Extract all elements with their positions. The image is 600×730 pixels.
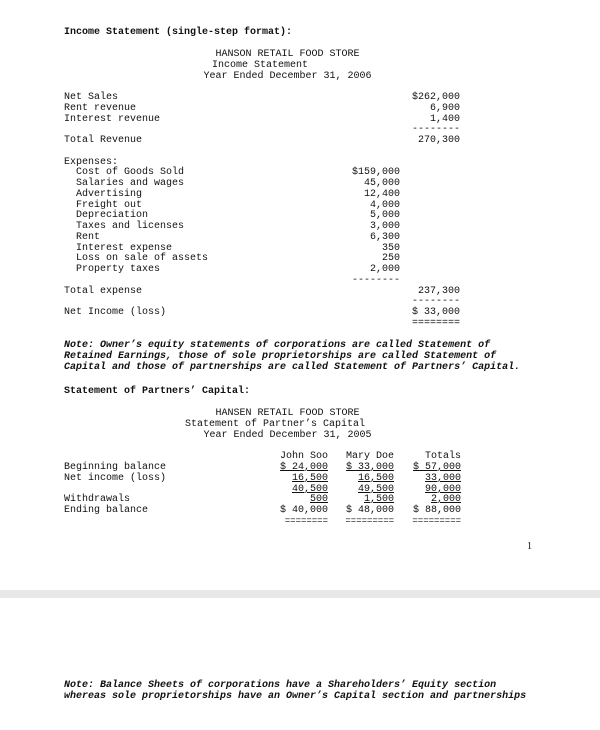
expenses-label: Expenses: <box>64 157 119 168</box>
expense-label: Taxes and licenses <box>76 221 185 232</box>
statement-period: Year Ended December 31, 2006 <box>203 71 372 82</box>
cell-value: 500 <box>309 494 328 505</box>
expense-amount: 6,300 <box>369 232 400 243</box>
section-heading: Statement of Partners’ Capital: <box>64 386 251 397</box>
page-number: 1 <box>527 541 532 552</box>
expense-amount: 45,000 <box>363 178 400 189</box>
note-line: Note: Balance Sheets of corporations have a Shareholders’ Equity section <box>64 680 497 691</box>
statement-title: Income Statement <box>211 60 308 71</box>
expense-amount: 350 <box>381 243 400 254</box>
cell-value: $ 48,000 <box>345 505 394 516</box>
cell-value: 49,500 <box>357 484 394 495</box>
cell-value: $ 33,000 <box>345 462 394 473</box>
subtotal-rule: -------- <box>411 124 460 135</box>
expense-amount: 3,000 <box>369 221 400 232</box>
revenue-label: Net Sales <box>64 92 119 103</box>
expense-label: Interest expense <box>76 243 173 254</box>
cell-value: $ 57,000 <box>412 462 461 473</box>
net-income-label: Net Income (loss) <box>64 307 167 318</box>
expense-label: Cost of Goods Sold <box>76 167 185 178</box>
expense-label: Salaries and wages <box>76 178 185 189</box>
double-rule: ========= <box>345 516 394 526</box>
company-name: HANSEN RETAIL FOOD STORE <box>215 408 360 419</box>
company-name: HANSON RETAIL FOOD STORE <box>215 49 360 60</box>
expense-label: Freight out <box>76 200 143 211</box>
total-expense-label: Total expense <box>64 286 143 297</box>
revenue-label: Interest revenue <box>64 114 161 125</box>
double-rule: ========= <box>412 516 461 526</box>
row-label: Net income (loss) <box>64 473 167 484</box>
expense-amount: 4,000 <box>369 200 400 211</box>
total-expense-amount: 237,300 <box>417 286 460 297</box>
expense-label: Depreciation <box>76 210 149 221</box>
subtotal-rule: -------- <box>411 296 460 307</box>
expense-amount: 250 <box>381 253 400 264</box>
subtotal-rule: -------- <box>351 275 400 286</box>
row-label: Beginning balance <box>64 462 167 473</box>
cell-value: 16,500 <box>357 473 394 484</box>
column-header: John Soo <box>279 451 328 462</box>
section-heading: Income Statement (single-step format): <box>64 27 293 38</box>
cell-value: 90,000 <box>424 484 461 495</box>
note-line: Retained Earnings, those of sole proprietorships are called Statement of <box>64 351 497 362</box>
expense-label: Advertising <box>76 189 143 200</box>
cell-value: $ 40,000 <box>279 505 328 516</box>
statement-title: Statement of Partner’s Capital <box>184 419 366 430</box>
column-header: Totals <box>424 451 461 462</box>
revenue-label: Rent revenue <box>64 103 137 114</box>
cell-value: $ 88,000 <box>412 505 461 516</box>
cell-value: 1,500 <box>363 494 394 505</box>
revenue-amount: $262,000 <box>411 92 460 103</box>
statement-period: Year Ended December 31, 2005 <box>203 430 372 441</box>
expense-label: Property taxes <box>76 264 161 275</box>
total-revenue-label: Total Revenue <box>64 135 143 146</box>
double-rule: ======== <box>284 516 328 526</box>
revenue-amount: 6,900 <box>429 103 460 114</box>
note-line: Note: Owner’s equity statements of corporations are called Statement of <box>64 340 491 351</box>
note-line: Capital and those of partnerships are called Statement of Partners’ Capital. <box>64 362 521 373</box>
column-header: Mary Doe <box>345 451 394 462</box>
expense-amount: 5,000 <box>369 210 400 221</box>
cell-value: 33,000 <box>424 473 461 484</box>
document-page-2 <box>0 598 600 730</box>
cell-value: 2,000 <box>430 494 461 505</box>
cell-value: $ 24,000 <box>279 462 328 473</box>
total-revenue-amount: 270,300 <box>417 135 460 146</box>
double-rule: ======== <box>411 318 460 329</box>
expense-label: Loss on sale of assets <box>76 253 209 264</box>
cell-value: 40,500 <box>291 484 328 495</box>
row-label: Ending balance <box>64 505 149 516</box>
expense-amount: $159,000 <box>351 167 400 178</box>
net-income-amount: $ 33,000 <box>411 307 460 318</box>
cell-value: 16,500 <box>291 473 328 484</box>
note-line: whereas sole proprietorships have an Owner’s Capital section and partnerships <box>64 691 527 702</box>
expense-amount: 12,400 <box>363 189 400 200</box>
expense-amount: 2,000 <box>369 264 400 275</box>
row-label: Withdrawals <box>64 494 131 505</box>
revenue-amount: 1,400 <box>429 114 460 125</box>
expense-label: Rent <box>76 232 101 243</box>
